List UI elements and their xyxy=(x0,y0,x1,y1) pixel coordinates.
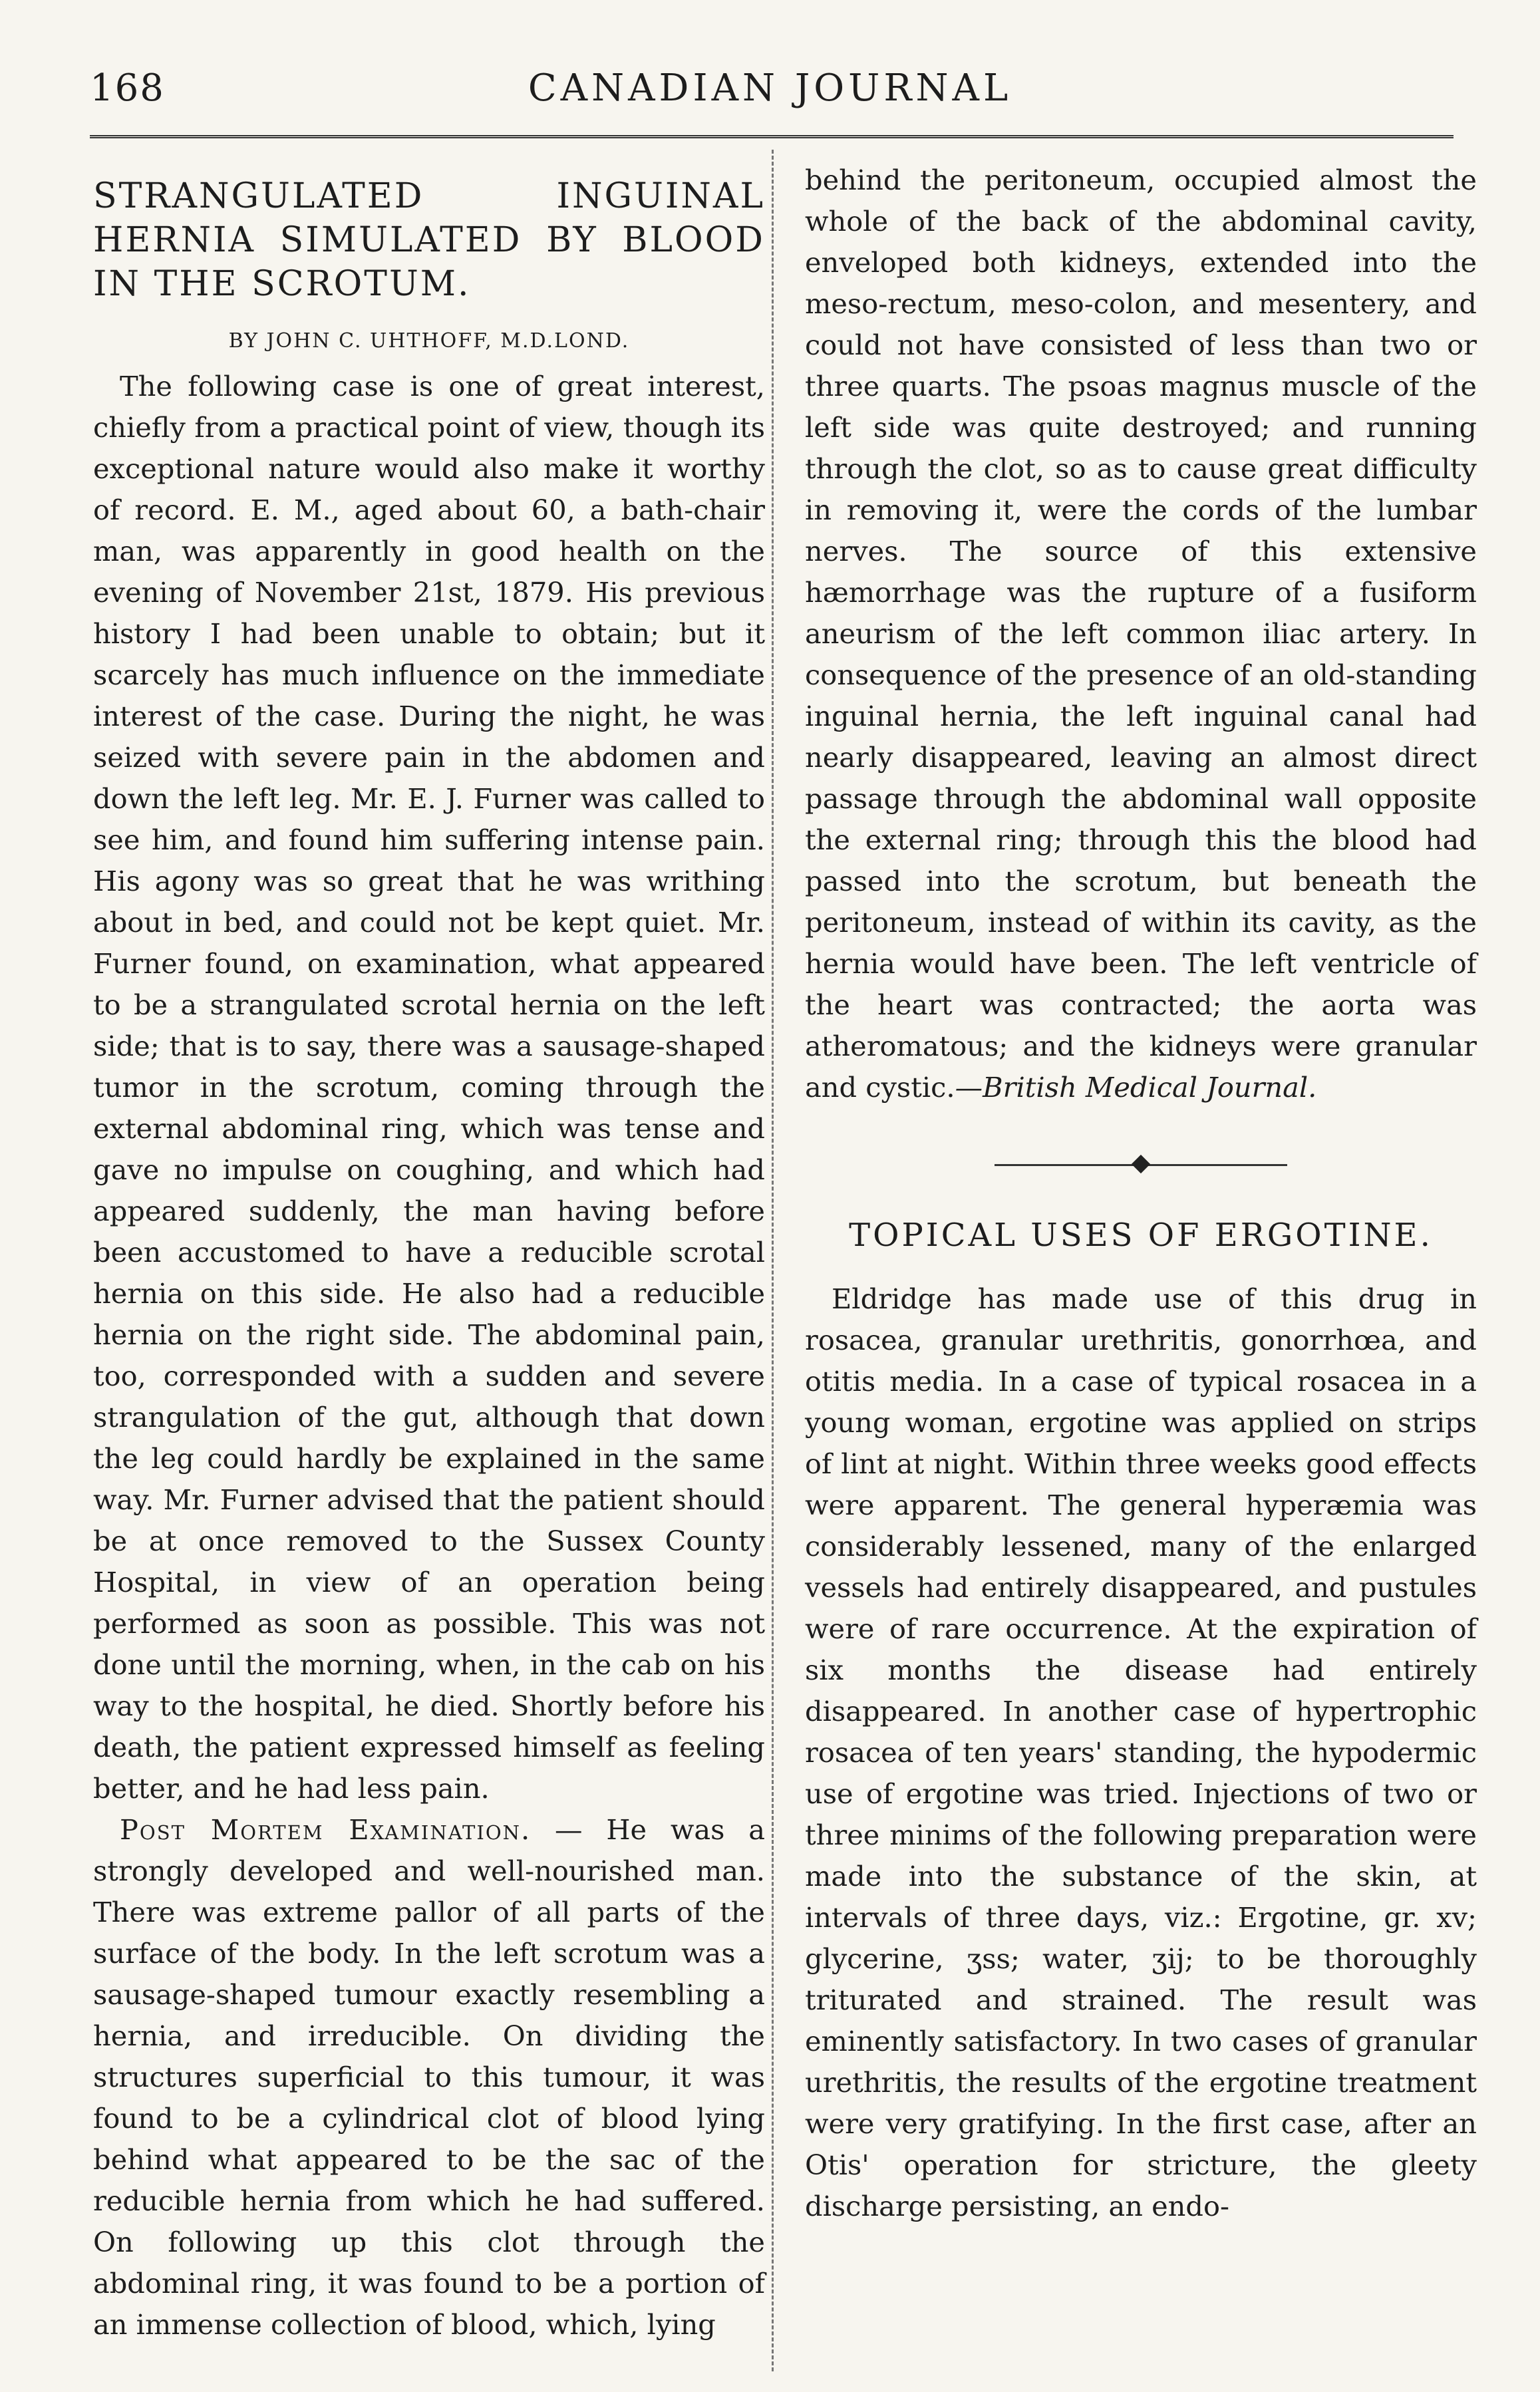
post-mortem-paragraph xyxy=(93,1809,765,2345)
article-paragraph: The following case is one of great interest, chiefly from a practical point of view, though its exceptional nature would also make it worthy of record. E. M., aged about 60, a bath-chair man, was apparently in good health on the evening of November 21st, 1879. His previous history I had been unable to obtain; but it scarcely has much influence on the immediate interest of the case. During the night, he was seized with severe pain in the abdomen and down the left leg. Mr. E. J. Furner was called to see him, and found him suffering intense pain. His agony was so great that he was writhing about in bed, and could not be kept quiet. Mr. Furner found, on examination, what appeared to be a strangulated scrotal hernia on the left side; that is to say, there was a sausage-shaped tumor in the scrotum, coming through the external abdominal ring, which was tense and gave no impulse on coughing, and which had appeared suddenly, the man having before been accustomed to have a reducible scrotal hernia on this side. He also had a reducible hernia on the right side. The abdominal pain, too, corresponded with a sudden and severe strangulation of the gut, although that down the leg could hardly be explained in the same way. Mr. Furner advised that the patient should be at once removed to the Sussex County Hospital, in view of an operation being performed as soon as possible. This was not done until the morning, when, in the cab on his way to the hospital, he died. Shortly before his death, the patient expressed himself as feeling better, and he had less pain. xyxy=(93,370,765,1805)
post-mortem-continued-text: behind the peritoneum, occupied almost the whole of the back of the abdominal cavity, enveloped both kidneys, extended into the meso-rectum, meso-colon, and mesentery, and could not have consisted of less than two or three quarts. The psoas magnus muscle of the left side was quite destroyed; and running through the clot, so as to cause great difficulty in removing it, were the cords of the lumbar nerves. The source of this extensive hæmorrhage was the rupture of a fusiform aneurism of the left common iliac artery. In consequence of the presence of an old-standing inguinal hernia, the left inguinal canal had nearly disappeared, leaving an almost direct passage through the abdominal wall opposite the external ring; through this the blood had passed into the scrotum, but beneath the peritoneum, instead of within its cavity, as the hernia would have been. The left ventricle of the heart was contracted; the aorta was atheromatous; and the kidneys were granular and cystic. xyxy=(805,164,1477,1104)
column-divider xyxy=(772,150,774,2371)
article-title-ergotine: TOPICAL USES OF ERGOTINE. xyxy=(849,1217,1433,1254)
header-rule xyxy=(90,135,1454,138)
article-source: —British Medical Journal. xyxy=(955,1071,1317,1104)
post-mortem-label: Post Mortem Examination. xyxy=(120,1813,532,1846)
running-head xyxy=(90,67,1450,120)
ornament-divider xyxy=(995,1155,1287,1175)
post-mortem-text: — He was a strongly developed and well-nourished man. There was extreme pallor of all parts of the surface of the body. In the left scrotum was a sausage-shaped tumour exactly resembling a hernia, and irreducible. On dividing the structures superficial to this tumour, it was found to be a cylindrical clot of blood lying behind what appeared to be the sac of the reducible hernia from which he had suffered. On following up this clot through the abdominal ring, it was found to be a portion of an immense collection of blood, which, lying xyxy=(93,1813,765,2341)
left-column xyxy=(93,160,765,2345)
article-title-hernia: STRANGULATED INGUINAL HERNIA SIMULATED BY BLOOD IN THE SCROTUM. xyxy=(93,176,765,304)
page-number: 168 xyxy=(90,67,165,110)
ornament-diamond xyxy=(1132,1155,1150,1173)
right-column xyxy=(805,160,1477,2227)
article-byline: BY JOHN C. UHTHOFF, M.D.LOND. xyxy=(228,329,630,353)
journal-title: CANADIAN JOURNAL xyxy=(528,67,1012,110)
post-mortem-continued xyxy=(805,160,1477,1108)
ergotine-paragraph: Eldridge has made use of this drug in rosacea, granular urethritis, gonorrhœa, and otitis media. In a case of typical rosacea in a young woman, ergotine was applied on strips of lint at night. Within three weeks good effects were apparent. The general hyperæmia was considerably lessened, many of the enlarged vessels had entirely disappeared, and pustules were of rare occurrence. At the expiration of six months the disease had entirely disappeared. In another case of hypertrophic rosacea of ten years' standing, the hypodermic use of ergotine was tried. Injections of two or three minims of the following preparation were made into the substance of the skin, at intervals of three days, viz.: Ergotine, gr. xv; glycerine, ʒss; water, ʒij; to be thoroughly triturated and strained. The result was eminently satisfactory. In two cases of granular urethritis, the results of the ergotine treatment were very gratifying. In the first case, after an Otis' operation for stricture, the gleety discharge persisting, an endo- xyxy=(805,1282,1477,2222)
right-column-flow xyxy=(805,160,1477,1108)
